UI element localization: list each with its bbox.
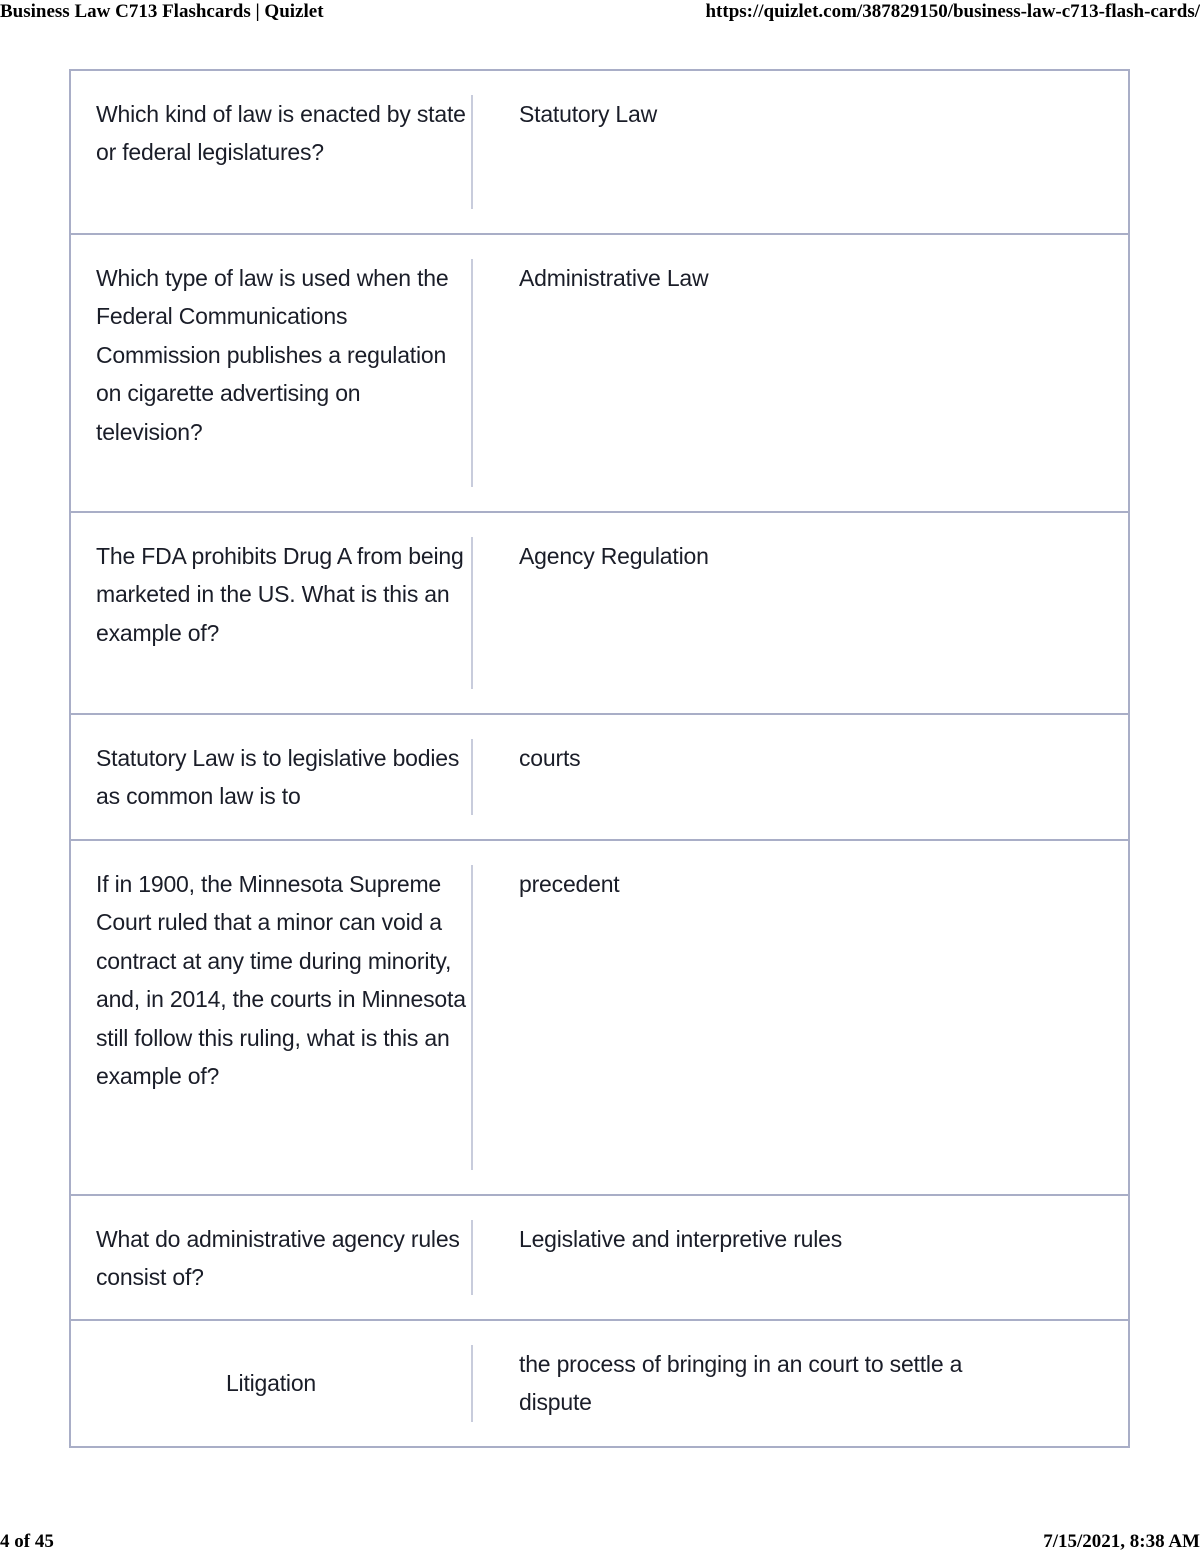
flashcard-term: Which type of law is used when the Federal Communications Commission publishes a regulation on cigarette advertising on television?	[96, 265, 449, 445]
flashcard-term: The FDA prohibits Drug A from being marketed in the US. What is this an example of?	[96, 543, 464, 646]
flashcard-row	[71, 841, 1128, 1196]
flashcard-row	[71, 715, 1128, 841]
flashcard-divider	[471, 259, 473, 487]
flashcard-divider	[471, 95, 473, 209]
flashcard-row	[71, 1196, 1128, 1321]
flashcard-definition: Statutory Law	[519, 101, 658, 127]
flashcard-divider	[471, 1220, 473, 1295]
flashcard-definition: Administrative Law	[519, 265, 709, 291]
flashcard-row	[71, 1321, 1128, 1446]
flashcard-definition: courts	[519, 745, 581, 771]
page-title: Business Law C713 Flashcards | Quizlet	[0, 1, 324, 22]
flashcard-divider	[471, 739, 473, 815]
flashcard-term: Litigation	[225, 1370, 317, 1397]
flashcard-term: If in 1900, the Minnesota Supreme Court ruled that a minor can void a contract at any time during minority, and, in 2014, the courts in Minnesota still follow this ruling, what is this an example of?	[96, 871, 466, 1090]
print-header	[0, 0, 1200, 24]
flashcard-row	[71, 71, 1128, 235]
flashcard-divider	[471, 865, 473, 1170]
flashcard-definition: Legislative and interpretive rules	[519, 1226, 843, 1252]
flashcard-row	[71, 513, 1128, 715]
flashcard-term: Which kind of law is enacted by state or federal legislatures?	[96, 101, 466, 166]
page-url: https://quizlet.com/387829150/business-law-c713-flash-cards/	[705, 1, 1200, 22]
flashcard-term: What do administrative agency rules consist of?	[96, 1226, 460, 1291]
flashcard-divider	[471, 537, 473, 689]
page-number: 4 of 45	[0, 1531, 54, 1552]
print-datetime: 7/15/2021, 8:38 AM	[1043, 1531, 1200, 1552]
print-footer	[0, 1530, 1200, 1554]
flashcard-definition: the process of bringing in an court to settle a dispute	[519, 1351, 963, 1416]
flashcard-divider	[471, 1345, 473, 1422]
flashcard-definition: Agency Regulation	[519, 543, 709, 569]
flashcard-row	[71, 235, 1128, 513]
flashcard-term: Statutory Law is to legislative bodies as common law is to	[96, 745, 460, 810]
flashcard-list	[69, 69, 1130, 1448]
flashcard-definition: precedent	[519, 871, 620, 897]
